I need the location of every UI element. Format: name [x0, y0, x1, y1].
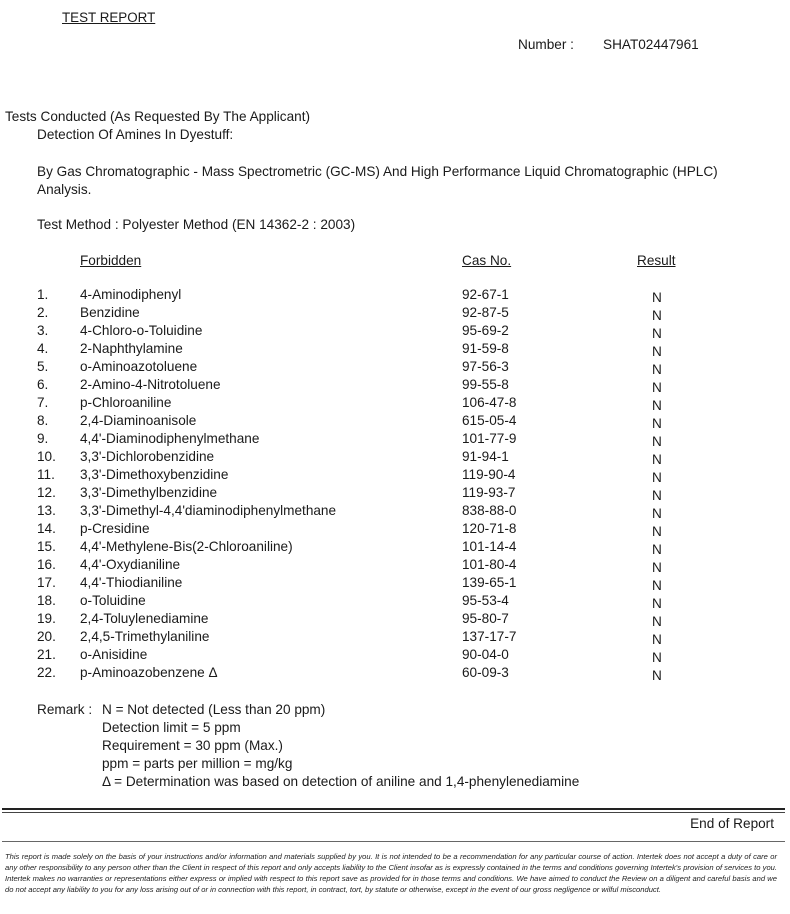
amine-name: 4,4'-Oxydianiline — [80, 557, 181, 572]
table-row — [0, 341, 790, 359]
cas-number: 615-05-4 — [462, 413, 517, 428]
result-value: N — [652, 506, 662, 521]
amine-name: o-Toluidine — [80, 593, 146, 608]
section-divider — [2, 808, 785, 810]
report-number-label: Number : — [518, 37, 574, 52]
cas-number: 99-55-8 — [462, 377, 509, 392]
result-value: N — [652, 542, 662, 557]
cas-number: 838-88-0 — [462, 503, 517, 518]
test-method: Test Method : Polyester Method (EN 14362-2 : 2003) — [37, 217, 356, 232]
result-value: N — [652, 344, 662, 359]
amines-table — [0, 287, 790, 683]
result-value: N — [652, 488, 662, 503]
cas-number: 97-56-3 — [462, 359, 509, 374]
table-row — [0, 647, 790, 665]
amine-name: 3,3'-Dimethylbenzidine — [80, 485, 218, 500]
table-row — [0, 323, 790, 341]
result-value: N — [652, 326, 662, 341]
amine-name: 2-Amino-4-Nitrotoluene — [80, 377, 221, 392]
row-number: 11. — [37, 467, 55, 482]
result-value: N — [652, 380, 662, 395]
cas-number: 95-53-4 — [462, 593, 509, 608]
table-row — [0, 557, 790, 575]
row-number: 3. — [37, 323, 49, 338]
remark-line: ppm = parts per million = mg/kg — [102, 756, 293, 771]
cas-number: 90-04-0 — [462, 647, 509, 662]
row-number: 22. — [37, 665, 56, 680]
row-number: 15. — [37, 539, 56, 554]
row-number: 19. — [37, 611, 56, 626]
amine-name: 4,4'-Methylene-Bis(2-Chloroaniline) — [80, 539, 293, 554]
table-row — [0, 467, 790, 485]
result-value: N — [652, 452, 662, 467]
remark-line: Requirement = 30 ppm (Max.) — [102, 738, 283, 753]
amine-name: 2-Naphthylamine — [80, 341, 183, 356]
result-value: N — [652, 560, 662, 575]
row-number: 21. — [37, 647, 56, 662]
cas-number: 119-93-7 — [462, 485, 516, 500]
table-row — [0, 377, 790, 395]
result-value: N — [652, 614, 662, 629]
tests-conducted-heading: Tests Conducted (As Requested By The Applicant) — [5, 109, 311, 124]
remark-line: Detection limit = 5 ppm — [102, 720, 241, 735]
row-number: 16. — [37, 557, 56, 572]
row-number: 20. — [37, 629, 56, 644]
amine-name: 4,4'-Diaminodiphenylmethane — [80, 431, 260, 446]
amine-name: 2,4-Toluylenediamine — [80, 611, 209, 626]
cas-number: 60-09-3 — [462, 665, 509, 680]
table-row — [0, 449, 790, 467]
cas-number: 137-17-7 — [462, 629, 517, 644]
row-number: 4. — [37, 341, 49, 356]
cas-number: 92-87-5 — [462, 305, 509, 320]
result-value: N — [652, 362, 662, 377]
section-divider — [2, 812, 785, 813]
result-value: N — [652, 650, 662, 665]
table-row — [0, 305, 790, 323]
table-row — [0, 503, 790, 521]
amine-name: p-Chloroaniline — [80, 395, 172, 410]
cas-number: 101-77-9 — [462, 431, 517, 446]
row-number: 14. — [37, 521, 56, 536]
amine-name: p-Aminoazobenzene Δ — [80, 665, 218, 680]
amine-name: 2,4-Diaminoanisole — [80, 413, 197, 428]
cas-number: 119-90-4 — [462, 467, 516, 482]
table-row — [0, 431, 790, 449]
report-title: TEST REPORT — [62, 10, 156, 25]
result-value: N — [652, 524, 662, 539]
result-value: N — [652, 434, 662, 449]
detection-heading: Detection Of Amines In Dyestuff: — [37, 127, 234, 142]
method-description: By Gas Chromatographic - Mass Spectrometric (GC-MS) And High Performance Liquid Chromatographic (HPLC) Analysis. — [37, 164, 718, 197]
result-value: N — [652, 578, 662, 593]
row-number: 1. — [37, 287, 49, 302]
result-value: N — [652, 470, 662, 485]
row-number: 5. — [37, 359, 49, 374]
row-number: 7. — [37, 395, 49, 410]
amine-name: 4,4'-Thiodianiline — [80, 575, 183, 590]
amine-name: p-Cresidine — [80, 521, 150, 536]
row-number: 2. — [37, 305, 49, 320]
remark-line: N = Not detected (Less than 20 ppm) — [102, 702, 326, 717]
row-number: 6. — [37, 377, 49, 392]
disclaimer-text: This report is made solely on the basis of your instructions and/or information and materials supplied by you. It is not intended to be a recommendation for any particular course of action. Intertek does not accept a duty of care or any other responsibility to any person other than the Client in respect of this report and only accepts liability to the Client insofar as is expressly contained in the terms and conditions governing Intertek's provision of services to you. Intertek makes no warranties or representations either express or implied with respect to this report save as provided for in those terms and conditions. We have aimed to conduct the Review on a diligent and careful basis and we do not accept any liability to you for any loss arising out of or in connection with this report, in contract, tort, by statute or otherwise, except in the event of our gross negligence or wilful misconduct. — [5, 852, 777, 894]
table-row — [0, 287, 790, 305]
table-row — [0, 593, 790, 611]
result-value: N — [652, 668, 662, 683]
table-row — [0, 539, 790, 557]
table-row — [0, 521, 790, 539]
result-value: N — [652, 596, 662, 611]
table-row — [0, 575, 790, 593]
amine-name: o-Anisidine — [80, 647, 148, 662]
cas-number: 139-65-1 — [462, 575, 517, 590]
result-value: N — [652, 308, 662, 323]
column-header-result: Result — [637, 253, 676, 268]
cas-number: 101-80-4 — [462, 557, 517, 572]
remark-line: Δ = Determination was based on detection of aniline and 1,4-phenylenediamine — [102, 774, 580, 789]
row-number: 13. — [37, 503, 56, 518]
table-row — [0, 629, 790, 647]
column-header-forbidden: Forbidden — [80, 253, 142, 268]
amine-name: 3,3'-Dimethyl-4,4'diaminodiphenylmethane — [80, 503, 337, 518]
amine-name: o-Aminoazotoluene — [80, 359, 198, 374]
cas-number: 95-80-7 — [462, 611, 509, 626]
table-row — [0, 359, 790, 377]
amine-name: 2,4,5-Trimethylaniline — [80, 629, 210, 644]
table-row — [0, 611, 790, 629]
cas-number: 101-14-4 — [462, 539, 517, 554]
cas-number: 106-47-8 — [462, 395, 517, 410]
table-row — [0, 413, 790, 431]
cas-number: 95-69-2 — [462, 323, 509, 338]
amine-name: 4-Aminodiphenyl — [80, 287, 182, 302]
footer-divider — [2, 841, 785, 842]
amine-name: Benzidine — [80, 305, 140, 320]
table-row — [0, 665, 790, 683]
amine-name: 4-Chloro-o-Toluidine — [80, 323, 203, 338]
row-number: 12. — [37, 485, 56, 500]
result-value: N — [652, 398, 662, 413]
result-value: N — [652, 632, 662, 647]
cas-number: 91-94-1 — [462, 449, 509, 464]
table-row — [0, 485, 790, 503]
result-value: N — [652, 290, 662, 305]
amine-name: 3,3'-Dichlorobenzidine — [80, 449, 215, 464]
row-number: 17. — [37, 575, 56, 590]
column-header-cas: Cas No. — [462, 253, 512, 268]
row-number: 8. — [37, 413, 49, 428]
cas-number: 91-59-8 — [462, 341, 509, 356]
result-value: N — [652, 416, 662, 431]
report-number-value: SHAT02447961 — [603, 37, 699, 52]
row-number: 10. — [37, 449, 56, 464]
remark-label: Remark : — [37, 702, 93, 717]
end-of-report: End of Report — [690, 816, 774, 831]
cas-number: 92-67-1 — [462, 287, 509, 302]
row-number: 18. — [37, 593, 56, 608]
row-number: 9. — [37, 431, 49, 446]
cas-number: 120-71-8 — [462, 521, 517, 536]
table-row — [0, 395, 790, 413]
amine-name: 3,3'-Dimethoxybenzidine — [80, 467, 229, 482]
